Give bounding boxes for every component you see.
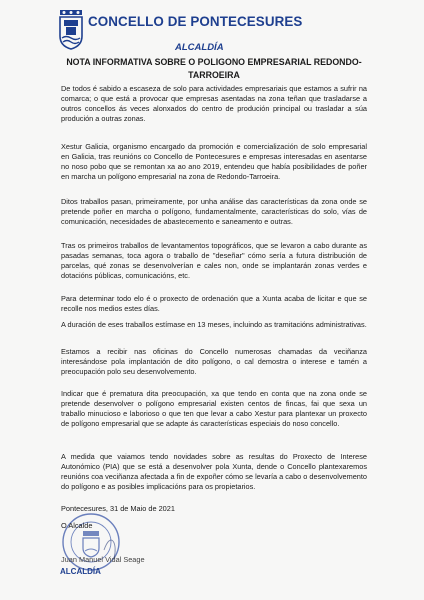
paragraph-2: Xestur Galicia, organismo encargado da promoción e comercialización de solo empresarial en Galicia, tras reunións co Concello de Pontecesures e empresas interesadas en asentarse no noso pobo que se remontan xa ao ano 2019, entendeu que había posibilidades de poñer en marcha un polígono empresarial na zona de Redondo-Tarroeira. — [61, 142, 367, 181]
organization-name: CONCELLO DE PONTECESURES — [88, 14, 303, 29]
municipal-crest-icon — [58, 10, 84, 50]
paragraph-9: A medida que vaiamos tendo novidades sobre as resultas do Proxecto de Interese Autonómico (PIA) que se está a desenvolver pola Xunta, dende o Concello plantexaremos reunións coa veciñanza afectada a fin de expoñer cómo se levaría a cabo o desenvolvemento do polígono e as posibles implicacións para os propietarios. — [61, 452, 367, 491]
paragraph-6: A duración de eses traballos estímase en 13 meses, incluindo as tramitacións administrativas. — [61, 320, 367, 329]
paragraph-5: Para determinar todo elo é o proxecto de ordenación que a Xunta acaba de licitar e que se recolle nos medios estes días. — [61, 294, 367, 313]
office-name: ALCALDÍA — [175, 42, 224, 53]
paragraph-8: Indicar que é prematura dita preocupación, xa que tendo en conta que na zona onde se pretende desenvolver o polígono empresarial existen centos de fincas, fai que sexa un traballo minucioso e laborioso o que ten que levar a cabo Xestur para plantexar un proxecto de polígono empresarial que se adapte ás características especiais do noso concello. — [61, 389, 367, 428]
paragraph-3: Ditos traballos pasan, primeiramente, por unha análise das características da zona onde se pretende poñer en marcha o polígono, fundamentalmente, características do solo, vías de comunicación, necesidades de abastecemento e saneamento e outras. — [61, 197, 367, 226]
place-date: Pontecesures, 31 de Maio de 2021 — [61, 504, 175, 513]
signatory-name: Juan Manuel Vidal Seage — [61, 555, 145, 564]
signatory-role: O Alcalde — [61, 521, 93, 530]
stamp-label: ALCALDÍA — [60, 567, 101, 576]
paragraph-1: De todos é sabido a escaseza de solo para actividades empresariais que estamos a sufrir na comarca; o que está a provocar que empresas asentadas na zona teñan que trasladarse a outros concellos ás veces alonxados do centro de produción principal ou trasladar a súa produción a outras zonas. — [61, 84, 367, 123]
document-title: NOTA INFORMATIVA SOBRE O POLIGONO EMPRESARIAL REDONDO-TARROEIRA — [66, 57, 362, 80]
paragraph-7: Estamos a recibir nas oficinas do Concello numerosas chamadas da veciñanza interesándose pola implantación de dito polígono, o cal demostra o interese e tamén a preocupación polo seu desenvolvemento. — [61, 347, 367, 376]
paragraph-4: Tras os primeiros traballos de levantamentos topográficos, que se levaron a cabo durante as pasadas semanas, toca agora o traballo de "deseñar" cómo sería a futura distribución de parcelas, qué zonas se desenvolverían e cales non, onde se implantarán zonas verdes e dotacións públicas, comunicacións, etc. — [61, 241, 367, 280]
